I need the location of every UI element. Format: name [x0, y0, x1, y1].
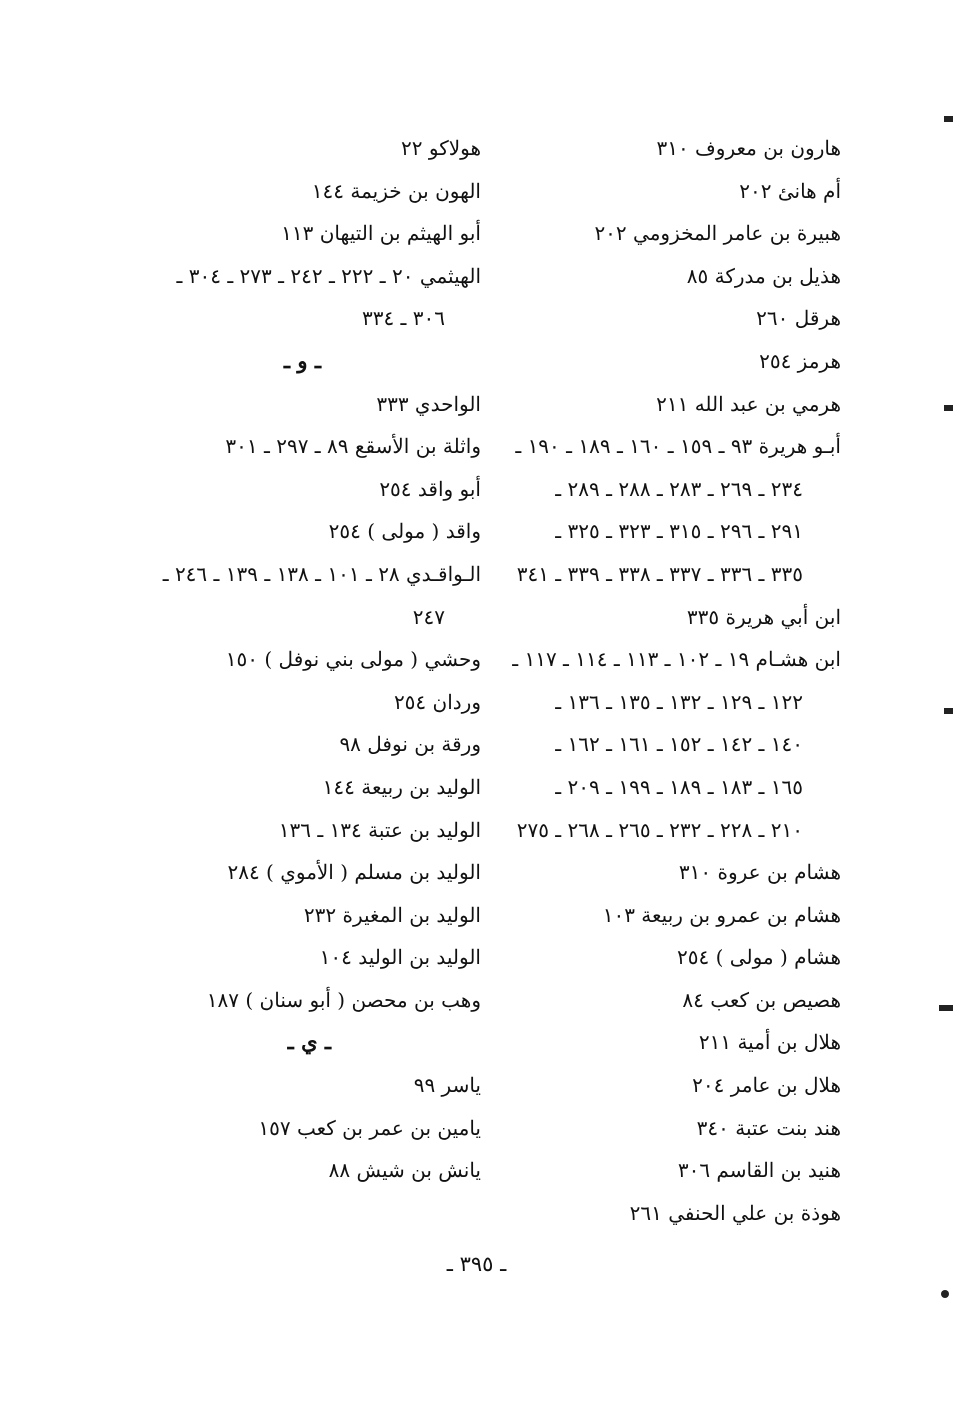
index-entry-continuation: ١٦٥ ـ ١٨٣ ـ ١٨٩ ـ ١٩٩ ـ ٢٠٩ ـ — [555, 774, 803, 799]
index-entry: هصيص بن كعب ٨٤ — [682, 987, 841, 1012]
index-entry: الوليد بن مسلم ( الأموي ) ٢٨٤ — [227, 860, 481, 885]
index-entry: الوليد بن المغيرة ٢٣٢ — [303, 902, 481, 927]
index-entry-continuation: ٣٠٦ ـ ٣٣٤ — [361, 306, 445, 331]
index-entry: يامين بن عمر بن كعب ١٥٧ — [258, 1115, 481, 1140]
index-entry: الهيثمي ٢٠ ـ ٢٢٢ ـ ٢٤٢ ـ ٢٧٣ ـ ٣٠٤ ـ — [176, 263, 481, 288]
index-column-right — [501, 127, 841, 1234]
index-entry: واقد ( مولى ) ٢٥٤ — [328, 519, 481, 544]
index-entry: وحشي ( مولى بني نوفل ) ١٥٠ — [225, 647, 481, 672]
index-entry: هشام بن عمرو بن ربيعة ١٠٣ — [602, 902, 841, 927]
index-entry: هشام ( مولى ) ٢٥٤ — [677, 945, 841, 970]
index-entry: هشام بن عروة ٣١٠ — [678, 860, 841, 885]
index-column-left — [136, 127, 481, 1192]
index-entry: هبيرة بن عامر المخزومي ٢٠٢ — [594, 221, 841, 246]
index-entry: أبو الهيثم بن التيهان ١١٣ — [281, 221, 481, 246]
index-entry: هولاكو ٢٢ — [401, 136, 481, 160]
index-entry: هرمي بن عبد الله ٢١١ — [656, 391, 841, 416]
index-entry-continuation: ١٤٠ ـ ١٤٢ ـ ١٥٢ ـ ١٦١ ـ ١٦٢ ـ — [555, 732, 803, 757]
index-entry: أبو واقد ٢٥٤ — [379, 476, 481, 501]
index-entry: ابن أبي هريرة ٣٣٥ — [686, 604, 841, 629]
index-entry: هوذة بن علي الحنفي ٢٦١ — [629, 1200, 841, 1225]
index-entry-continuation: ٣٣٥ ـ ٣٣٦ ـ ٣٣٧ ـ ٣٣٨ ـ ٣٣٩ ـ ٣٤١ — [516, 561, 803, 586]
scan-edge-mark — [941, 1290, 949, 1298]
index-entry: الوليد بن ربيعة ١٤٤ — [322, 774, 481, 799]
index-entry-continuation: ٢٤٧ — [412, 604, 445, 629]
scan-edge-mark — [944, 116, 953, 122]
index-entry-continuation: ٢١٠ ـ ٢٢٨ ـ ٢٣٢ ـ ٢٦٥ ـ ٢٦٨ ـ ٢٧٥ — [516, 817, 803, 842]
index-entry-continuation: ٢٩١ ـ ٢٩٦ ـ ٣١٥ ـ ٣٢٣ ـ ٣٢٥ ـ — [555, 519, 803, 544]
index-entry: هلال بن عامر ٢٠٤ — [692, 1073, 841, 1098]
index-entry: الهون بن خزيمة ١٤٤ — [311, 178, 481, 203]
index-entry: الوليد بن الوليد ١٠٤ — [319, 945, 481, 970]
index-entry-continuation: ٢٣٤ ـ ٢٦٩ ـ ٢٨٣ ـ ٢٨٨ ـ ٢٨٩ ـ — [555, 476, 803, 501]
index-entry: وردان ٢٥٤ — [393, 689, 481, 714]
scan-edge-mark — [939, 1005, 953, 1011]
index-entry: هذيل بن مدركة ٨٥ — [686, 263, 841, 288]
page-number: ـ ٣٩٥ ـ — [446, 1252, 507, 1276]
scan-edge-mark — [944, 405, 953, 411]
index-entry: هند بنت عتبة ٣٤٠ — [696, 1115, 841, 1140]
index-entry: أم هانئ ٢٠٢ — [739, 178, 841, 203]
index-entry: واثلة بن الأسقع ٨٩ ـ ٢٩٧ ـ ٣٠١ — [225, 434, 481, 459]
index-entry: هلال بن أمية ٢١١ — [698, 1030, 841, 1055]
section-letter-waw: ـ و ـ — [283, 347, 321, 373]
scan-edge-mark — [944, 708, 953, 714]
index-entry: هارون بن معروف ٣١٠ — [656, 136, 841, 160]
index-entry-continuation: ١٢٢ ـ ١٢٩ ـ ١٣٢ ـ ١٣٥ ـ ١٣٦ ـ — [555, 689, 803, 714]
index-entry: هنيد بن القاسم ٣٠٦ — [677, 1158, 841, 1183]
index-entry: وهب بن محصن ( أبو سنان ) ١٨٧ — [206, 987, 481, 1012]
index-entry: هرقل ٢٦٠ — [756, 306, 841, 331]
index-entry: أبـو هريرة ٩٣ ـ ١٥٩ ـ ١٦٠ ـ ١٨٩ ـ ١٩٠ ـ — [515, 434, 841, 459]
index-entry: ورقة بن نوفل ٩٨ — [339, 732, 481, 757]
index-entry: ابن هشـام ١٩ ـ ١٠٢ ـ ١١٣ ـ ١١٤ ـ ١١٧ ـ — [512, 647, 841, 672]
index-entry: يانش بن شيش ٨٨ — [328, 1158, 481, 1183]
index-entry: الواحدي ٣٣٣ — [376, 391, 481, 416]
index-entry: الـواقـدي ٢٨ ـ ١٠١ ـ ١٣٨ ـ ١٣٩ ـ ٢٤٦ ـ — [162, 561, 481, 586]
index-entry: الوليد بن عتبة ١٣٤ ـ ١٣٦ — [278, 817, 481, 842]
index-entry: هرمز ٢٥٤ — [759, 348, 841, 373]
index-entry: ياسر ٩٩ — [413, 1073, 481, 1098]
section-letter-ya: ـ ي ـ — [287, 1029, 331, 1055]
